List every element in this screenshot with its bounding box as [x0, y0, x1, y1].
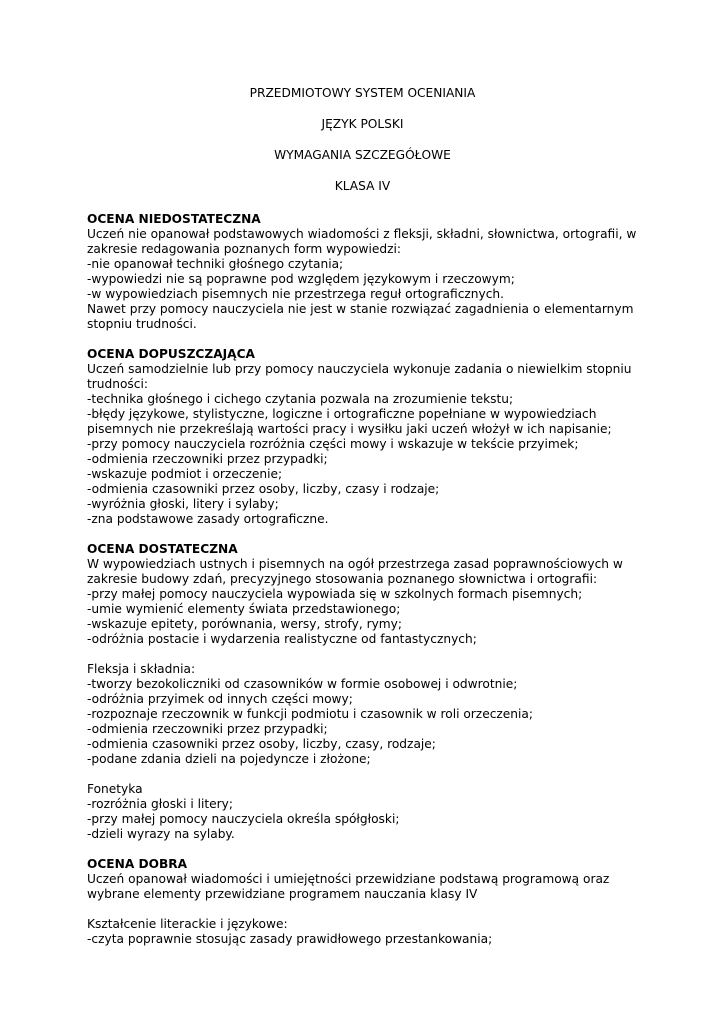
section-ocena-niedostateczna — [87, 212, 647, 332]
text-line: -wypowiedzi nie są poprawne pod względem językowym i rzeczowym; — [87, 272, 515, 286]
text-line: -wskazuje podmiot i orzeczenie; — [87, 467, 283, 481]
text-line: -umie wymienić elementy świata przedstawionego; — [87, 602, 401, 616]
text-line: -rozróżnia głoski i litery; — [87, 797, 234, 811]
text-line: Uczeń samodzielnie lub przy pomocy nauczyciela wykonuje zadania o niewielkim stopniu — [87, 362, 632, 376]
text-line: -błędy językowe, stylistyczne, logiczne i ortograficzne popełniane w wypowiedziach — [87, 407, 597, 421]
subject-title: JĘZYK POLSKI — [321, 117, 404, 131]
text-line: -zna podstawowe zasady ortograficzne. — [87, 512, 329, 526]
text-line: -odmienia czasowniki przez osoby, liczby, czasy, rodzaje; — [87, 737, 436, 751]
text-line: -tworzy bezokoliczniki od czasowników w formie osobowej i odwrotnie; — [87, 677, 518, 691]
text-line: -rozpoznaje rzeczownik w funkcji podmiotu i czasownik w roli orzeczenia; — [87, 707, 533, 721]
blank-line — [87, 767, 647, 782]
section-heading: OCENA DOSTATECZNA — [87, 542, 238, 556]
text-line: -przy małej pomocy nauczyciela określa spółgłoski; — [87, 812, 400, 826]
document-body — [87, 212, 647, 962]
section-heading: OCENA DOPUSZCZAJĄCA — [87, 347, 255, 361]
text-line: -odróżnia postacie i wydarzenia realistyczne od fantastycznych; — [87, 632, 477, 646]
text-line: Uczeń nie opanował podstawowych wiadomości z fleksji, składni, słownictwa, ortografii, w — [87, 227, 637, 241]
text-line: trudności: — [87, 377, 148, 391]
section-ocena-dobra — [87, 857, 647, 947]
text-line: -podane zdania dzieli na pojedyncze i złożone; — [87, 752, 371, 766]
text-line: -odmienia rzeczowniki przez przypadki; — [87, 452, 328, 466]
text-line: -w wypowiedziach pisemnych nie przestrzega reguł ortograficznych. — [87, 287, 505, 301]
text-line: W wypowiedziach ustnych i pisemnych na ogół przestrzega zasad poprawnościowych w — [87, 557, 623, 571]
text-line: zakresie redagowania poznanych form wypowiedzi: — [87, 242, 401, 256]
text-line: -przy pomocy nauczyciela rozróżnia części mowy i wskazuje w tekście przyimek; — [87, 437, 579, 451]
text-line: -odmienia czasowniki przez osoby, liczby, czasy i rodzaje; — [87, 482, 440, 496]
document-title: PRZEDMIOTOWY SYSTEM OCENIANIA — [249, 86, 476, 100]
text-line: -przy małej pomocy nauczyciela wypowiada się w szkolnych formach pisemnych; — [87, 587, 583, 601]
class-title: KLASA IV — [334, 179, 391, 193]
subheading-ksztalcenie: Kształcenie literackie i językowe: — [87, 917, 288, 931]
text-line: -odmienia rzeczowniki przez przypadki; — [87, 722, 328, 736]
text-line: -wskazuje epitety, porównania, wersy, strofy, rymy; — [87, 617, 402, 631]
text-line: -nie opanował techniki głośnego czytania; — [87, 257, 344, 271]
text-line: pisemnych nie przekreślają wartości pracy i wysiłku jaki uczeń włożył w ich napisanie; — [87, 422, 612, 436]
section-ocena-dopuszczajaca — [87, 347, 647, 527]
text-line: Uczeń opanował wiadomości i umiejętności przewidziane podstawą programową oraz — [87, 872, 610, 886]
text-line: -czyta poprawnie stosując zasady prawidłowego przestankowania; — [87, 932, 493, 946]
section-heading: OCENA DOBRA — [87, 857, 188, 871]
subheading-fleksja: Fleksja i składnia: — [87, 662, 196, 676]
text-line: -odróżnia przyimek od innych części mowy; — [87, 692, 353, 706]
subheading-fonetyka: Fonetyka — [87, 782, 143, 796]
text-line: -wyróżnia głoski, litery i sylaby; — [87, 497, 279, 511]
text-line: wybrane elementy przewidziane programem nauczania klasy IV — [87, 887, 478, 901]
blank-line — [87, 647, 647, 662]
text-line: -dzieli wyrazy na sylaby. — [87, 827, 235, 841]
section-ocena-dostateczna — [87, 542, 647, 842]
text-line: stopniu trudności. — [87, 317, 197, 331]
text-line: zakresie budowy zdań, precyzyjnego stosowania poznanego słownictwa i ortografii: — [87, 572, 598, 586]
requirements-title: WYMAGANIA SZCZEGÓŁOWE — [274, 148, 451, 162]
text-line: -technika głośnego i cichego czytania pozwala na zrozumienie tekstu; — [87, 392, 514, 406]
text-line: Nawet przy pomocy nauczyciela nie jest w stanie rozwiązać zagadnienia o elementarnym — [87, 302, 634, 316]
section-heading: OCENA NIEDOSTATECZNA — [87, 212, 261, 226]
blank-line — [87, 902, 647, 917]
